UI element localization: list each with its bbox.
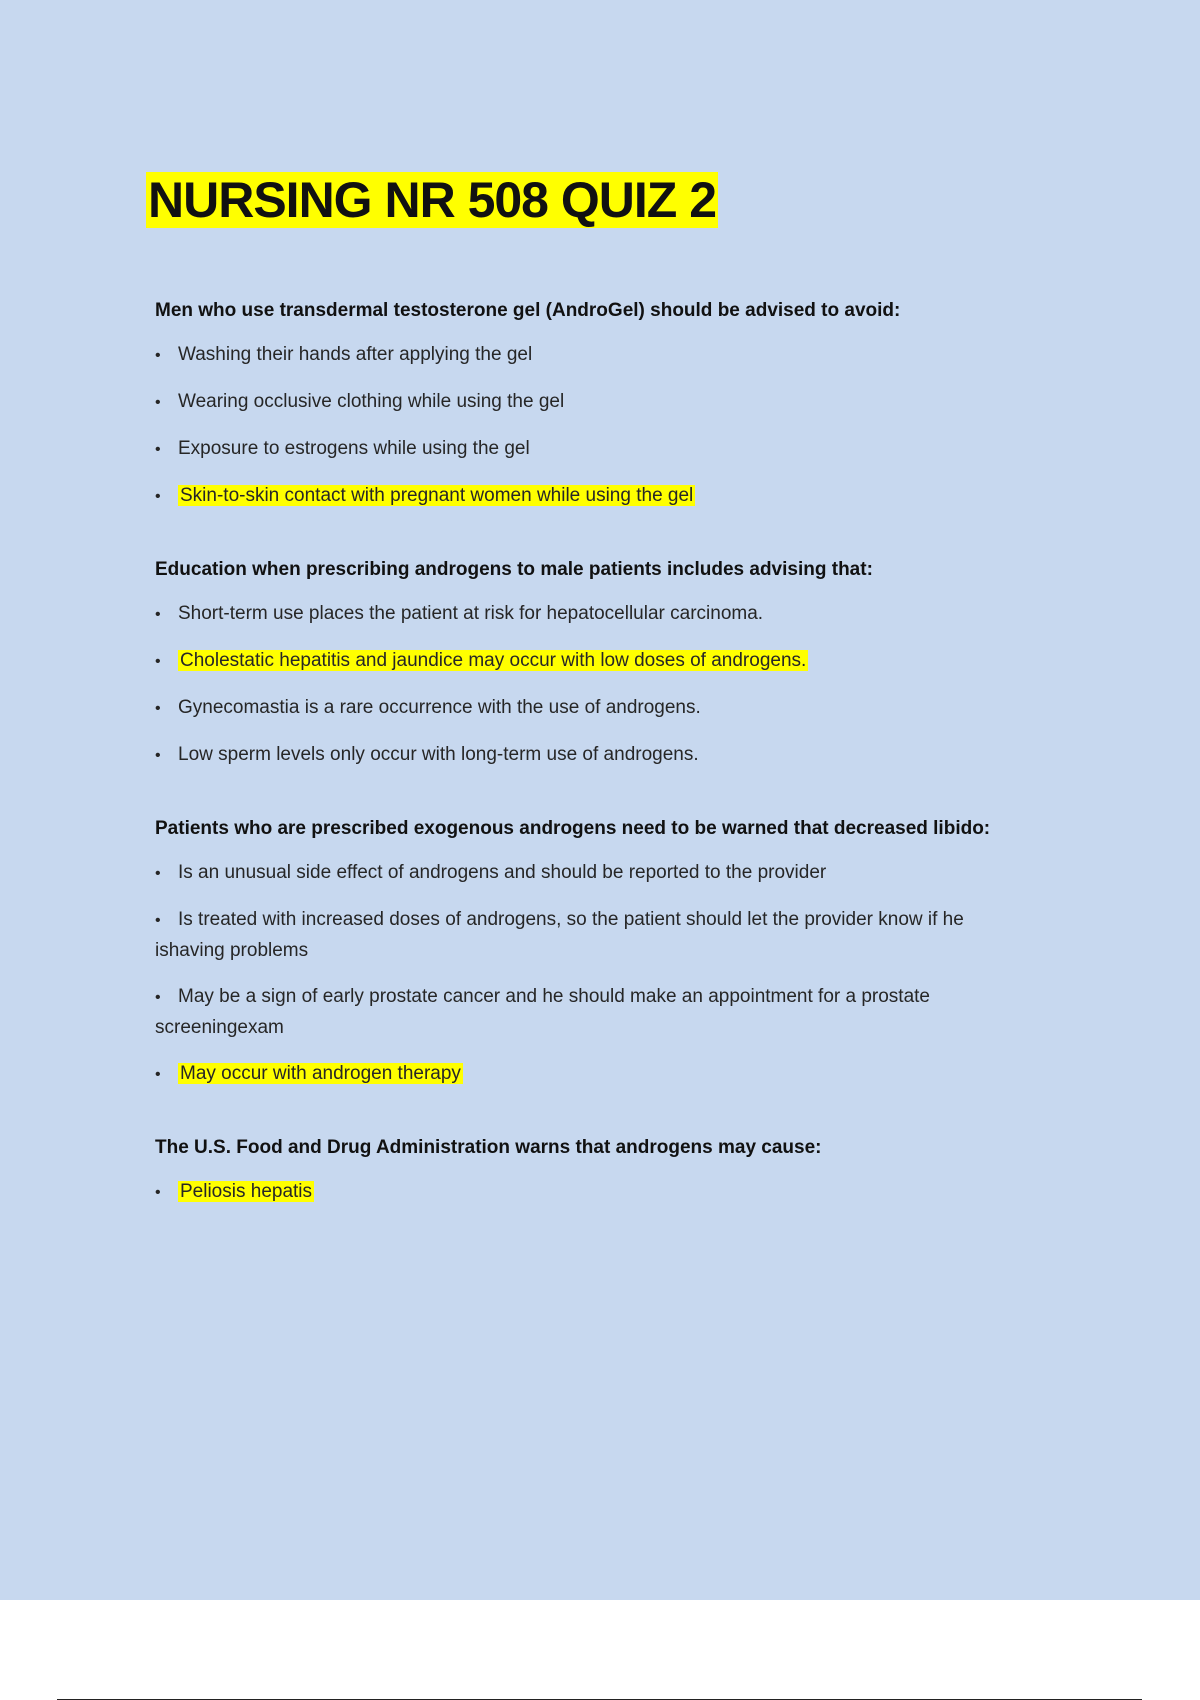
option-text: Washing their hands after applying the gel — [178, 344, 533, 365]
question-text: The U.S. Food and Drug Administration warns that androgens may cause: — [155, 1137, 822, 1158]
question-text: Education when prescribing androgens to male patients includes advising that: — [155, 559, 873, 580]
option-item — [155, 340, 1035, 371]
option-item — [155, 858, 1035, 889]
question-text: Men who use transdermal testosterone gel (AndroGel) should be advised to avoid: — [155, 300, 901, 321]
bullet-icon: • — [155, 347, 161, 364]
question-list — [155, 296, 1035, 1251]
correct-option-item — [155, 646, 1035, 677]
option-item — [155, 982, 1035, 1043]
title-highlight: NURSING NR 508 QUIZ 2 — [148, 172, 717, 228]
bullet-icon: • — [155, 865, 161, 882]
option-text: Low sperm levels only occur with long-term use of androgens. — [178, 744, 699, 765]
question-1 — [155, 296, 1035, 512]
question-4 — [155, 1133, 1035, 1208]
correct-option-text: Cholestatic hepatitis and jaundice may occur with low doses of androgens. — [180, 650, 807, 671]
question-3 — [155, 814, 1035, 1090]
option-list — [155, 858, 1035, 1090]
bullet-icon: • — [155, 394, 161, 411]
option-list — [155, 340, 1035, 512]
correct-option-item — [155, 481, 1035, 512]
bullet-icon: • — [155, 488, 161, 505]
option-item — [155, 387, 1035, 418]
correct-option-text: Skin-to-skin contact with pregnant women while using the gel — [180, 485, 694, 506]
correct-option-item — [155, 1059, 1035, 1090]
bullet-icon: • — [155, 989, 161, 1006]
option-item — [155, 693, 1035, 724]
option-text: Short-term use places the patient at risk for hepatocellular carcinoma. — [178, 603, 764, 624]
option-text: Gynecomastia is a rare occurrence with the use of androgens. — [178, 697, 701, 718]
bullet-icon: • — [155, 606, 161, 623]
option-list — [155, 599, 1035, 771]
option-item — [155, 740, 1035, 771]
bullet-icon: • — [155, 441, 161, 458]
bullet-icon: • — [155, 653, 161, 670]
option-text: Wearing occlusive clothing while using the gel — [178, 391, 565, 412]
bullet-icon: • — [155, 1184, 161, 1201]
question-text: Patients who are prescribed exogenous androgens need to be warned that decreased libido: — [155, 818, 991, 839]
option-list — [155, 1177, 1035, 1208]
question-2 — [155, 555, 1035, 771]
correct-option-text: May occur with androgen therapy — [180, 1063, 461, 1084]
option-text: May be a sign of early prostate cancer and he should make an appointment for a prostate screeningexam — [155, 986, 931, 1038]
bullet-icon: • — [155, 700, 161, 717]
option-item — [155, 599, 1035, 630]
bullet-icon: • — [155, 747, 161, 764]
option-item — [155, 905, 1035, 966]
option-text: Is an unusual side effect of androgens and should be reported to the provider — [178, 862, 827, 883]
option-text: Exposure to estrogens while using the gel — [178, 438, 530, 459]
option-item — [155, 434, 1035, 465]
correct-option-item — [155, 1177, 1035, 1208]
document-title — [146, 166, 718, 234]
option-text: Is treated with increased doses of androgens, so the patient should let the provider know if he ishaving problems — [155, 909, 964, 961]
bullet-icon: • — [155, 1066, 161, 1083]
bullet-icon: • — [155, 912, 161, 929]
correct-option-text: Peliosis hepatis — [180, 1181, 313, 1202]
